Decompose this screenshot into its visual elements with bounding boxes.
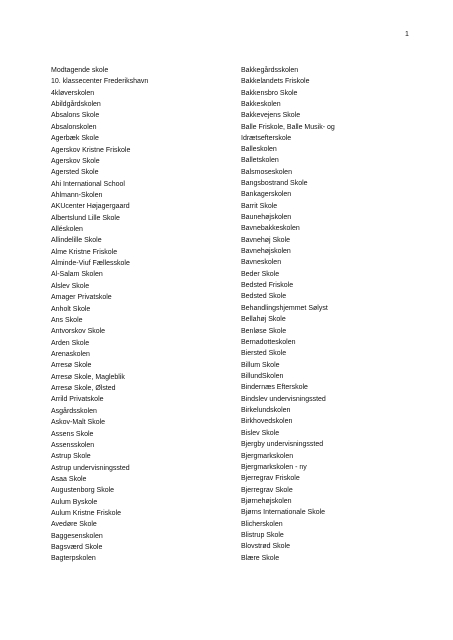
school-name-item: Arden Skole <box>51 339 90 347</box>
school-name-item: Biersted Skole <box>241 350 287 358</box>
school-name-item: Bavnehøjskolen <box>241 248 291 256</box>
school-name-item: Baunehøjskolen <box>241 213 292 221</box>
school-name-item: Bjerregrav Skole <box>241 486 293 494</box>
school-name-item: Balleskolen <box>241 145 277 153</box>
school-name-item: Bislev Skole <box>241 429 280 437</box>
school-name-item: Astrup undervisningssted <box>51 464 130 472</box>
school-name-item: Bjerregrav Friskole <box>241 475 300 483</box>
school-name-item: Bankagerskolen <box>241 191 292 199</box>
school-name-item: Astrup Skole <box>51 453 91 461</box>
school-name-item: Bindernæs Efterskole <box>241 384 308 392</box>
school-name-item: Behandlingshjemmet Sølyst <box>241 304 328 312</box>
school-name-item: Benløse Skole <box>241 327 287 335</box>
school-name-item: Ahi International School <box>51 180 125 188</box>
school-name-item: Aulum Byskole <box>51 498 98 506</box>
school-name-item: Baggesenskolen <box>51 532 103 540</box>
school-name-item: Al-Salam Skolen <box>51 271 103 279</box>
school-name-item: 4kløverskolen <box>51 89 95 97</box>
school-name-item: Alslev Skole <box>51 282 90 290</box>
school-name-item: Bakkegårdsskolen <box>241 67 299 74</box>
school-name-item: Balsmoseskolen <box>241 168 292 176</box>
school-list-right-column <box>241 65 411 564</box>
school-name-item: Ahlmann-Skolen <box>51 191 103 199</box>
school-name-item: Blicherskolen <box>241 520 283 528</box>
school-name-item: Arresø Skole, Ølsted <box>51 385 116 393</box>
school-name-item: Absalons Skole <box>51 112 100 120</box>
school-name-item: Bakkeskolen <box>241 101 281 109</box>
page-number: 1 <box>405 31 409 38</box>
school-name-item: Bavnebakkeskolen <box>241 225 300 233</box>
school-name-item: Bagterpskolen <box>51 555 96 563</box>
school-name-item: Ans Skole <box>51 316 83 324</box>
school-name-item: Amager Privatskole <box>51 294 112 302</box>
school-name-item: Alminde-Viuf Fællesskole <box>51 260 130 268</box>
school-name-item: Bangsbostrand Skole <box>241 179 308 187</box>
school-name-item: Bedsted Skole <box>241 293 287 301</box>
school-name-item: Augustenborg Skole <box>51 487 115 495</box>
school-name-item: Arresø Skole <box>51 362 92 370</box>
school-name-item: Bjergmarkskolen <box>241 452 294 460</box>
school-name-item: Arenaskolen <box>51 350 90 358</box>
school-name-item: Askov-Malt Skole <box>51 419 106 427</box>
school-name-item: Agersted Skole <box>51 169 99 177</box>
school-name-item: Agerskov Skole <box>51 157 100 165</box>
school-name-item: Billum Skole <box>241 361 280 369</box>
school-name-item: AKUcenter Højagergaard <box>51 203 130 211</box>
school-name-item: Birkelundskolen <box>241 407 291 415</box>
school-name-item: Bagsværd Skole <box>51 544 103 552</box>
school-name-item: Blære Skole <box>241 554 280 562</box>
school-name-item: Bavnehøj Skole <box>241 236 291 244</box>
school-name-item: Barrit Skole <box>241 202 278 210</box>
school-name-item: Bjergby undervisningssted <box>241 441 324 449</box>
school-name-item: Birkhovedskolen <box>241 418 293 426</box>
school-name-item: Arresø Skole, Magleblik <box>51 373 125 381</box>
school-name-item: Asaa Skole <box>51 475 87 483</box>
school-name-item: Alléskolen <box>51 226 83 234</box>
school-name-item: 10. klassecenter Frederikshavn <box>51 78 149 86</box>
school-name-item: Aulum Kristne Friskole <box>51 510 122 518</box>
school-name-item: Bavneskolen <box>241 259 282 267</box>
school-name-item: Balletskolen <box>241 157 279 165</box>
school-name-item: Bakkevejens Skole <box>241 112 301 120</box>
school-name-item: Antvorskov Skole <box>51 328 106 336</box>
school-name-item: Albertslund Lille Skole <box>51 214 120 222</box>
school-name-item: Blistrup Skole <box>241 532 284 540</box>
school-name-item: Bedsted Friskole <box>241 282 294 290</box>
school-name-item: Agerbæk Skole <box>51 135 99 143</box>
school-name-item: Absalonskolen <box>51 123 97 131</box>
school-name-item: Bjergmarkskolen - ny <box>241 463 307 471</box>
school-name-item: Blovstrød Skole <box>241 543 291 551</box>
school-name-item: Avedøre Skole <box>51 521 97 529</box>
school-name-item: Beder Skole <box>241 270 280 278</box>
school-name-item: Alme Kristne Friskole <box>51 248 118 256</box>
school-name-item: Abildgårdskolen <box>51 101 101 109</box>
school-name-item: Modtagende skole <box>51 67 109 74</box>
school-list-left-column <box>51 65 221 565</box>
school-name-item: Bjørnehøjskolen <box>241 497 292 505</box>
school-name-item: Bellahøj Skole <box>241 316 286 324</box>
school-name-item: Bakkensbro Skole <box>241 89 298 97</box>
school-name-item: Agerskov Kristne Friskole <box>51 146 131 154</box>
school-name-item: Balle Friskole, Balle Musik- og Idrætsefterskole <box>241 123 335 142</box>
school-name-item: Bakkelandets Friskole <box>241 78 310 86</box>
school-name-item: Assensskolen <box>51 441 95 449</box>
school-name-item: Bernadotteskolen <box>241 338 296 346</box>
school-name-item: Bjørns Internationale Skole <box>241 509 326 517</box>
school-name-item: Arrild Privatskole <box>51 396 104 404</box>
school-name-item: Allindelille Skole <box>51 237 102 245</box>
school-name-item: Asgårdsskolen <box>51 407 97 415</box>
school-name-item: Anholt Skole <box>51 305 91 313</box>
school-name-item: Assens Skole <box>51 430 94 438</box>
school-name-item: Bindslev undervisningssted <box>241 395 326 403</box>
school-name-item: BillundSkolen <box>241 372 284 380</box>
